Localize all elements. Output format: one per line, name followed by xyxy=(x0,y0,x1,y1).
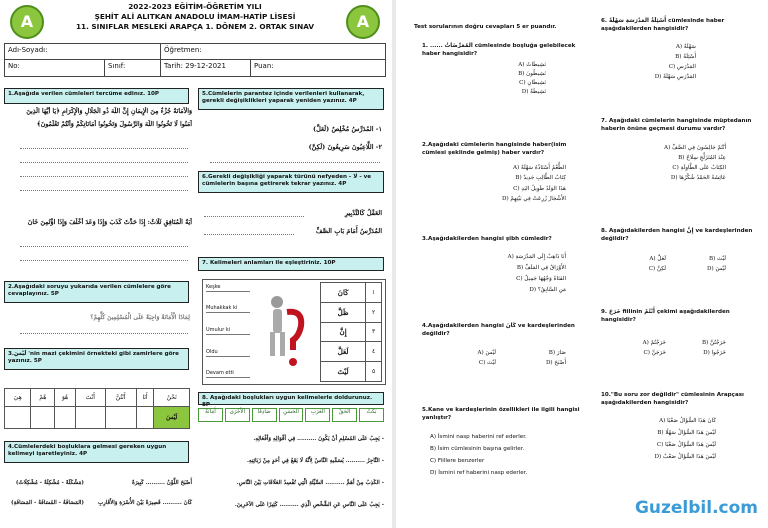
q6-item-1: العَقْلُ كَالتَّدْبِيرِ xyxy=(344,209,382,217)
student-info-grid xyxy=(4,43,386,77)
question-6-title: 6.Gerekli değişikliği yaparak türünü nefyeden - لا - ve cümlelerin başına getirerek tekrar yazınız. 4P xyxy=(198,171,384,193)
right-question-1: 1. ...... المُمَرِّضَاتُ cümlesinde boşluğa gelebilecek haber hangisidir? xyxy=(422,43,576,57)
word-bank xyxy=(198,408,384,422)
pronoun-cell: هِيَ xyxy=(5,389,31,407)
question-mark-icon xyxy=(263,292,307,372)
option-a[interactable]: A) كَانَ هَذَا السُّؤَالُ صَعْبًا xyxy=(659,418,716,424)
question-1-title: 1.Aşağıda verilen cümleleri tercüme edinız. 10P xyxy=(4,88,189,104)
school-logo-right: A xyxy=(346,5,380,39)
site-watermark: Guzelbil.com xyxy=(634,498,758,518)
word-bank-item: أَمَانَةٌ xyxy=(198,408,223,422)
answer-line[interactable] xyxy=(20,333,188,334)
option-b[interactable]: B) عِنْدَ المُتَزَلِّجِ سِلَاحٌ xyxy=(678,155,726,161)
option-d[interactable]: D) خَرَجُوا xyxy=(703,350,726,356)
answer-cell[interactable] xyxy=(55,407,76,429)
q4-sentence-1: أَصْبَحَ اللَّوْنُ .......... كَبِيرَةٌ xyxy=(131,480,192,486)
word-bank-item: صَادِقًا xyxy=(252,408,277,422)
header-year: 2022-2023 EĞİTİM-ÖĞRETİM YILI xyxy=(128,2,262,11)
conjugation-table xyxy=(4,388,190,429)
option-b[interactable]: B) صَارَ xyxy=(548,350,566,356)
answer-line[interactable] xyxy=(20,162,188,163)
class-field[interactable]: Sınıf: xyxy=(105,60,161,77)
option-b[interactable]: B) لَيْتَ xyxy=(709,256,726,262)
exam-header xyxy=(4,2,386,44)
answer-cell[interactable] xyxy=(31,407,55,429)
arabic-word: ظَلَّ xyxy=(321,302,366,322)
option-c[interactable]: C) لَيْتَ xyxy=(478,360,496,366)
right-question-10: 10."Bu soru zor değildir" cümlesinin Arapçası aşağıdakilerden hangisidir? xyxy=(601,392,744,406)
meaning-label: Muhakkak ki xyxy=(206,305,250,313)
answer-line[interactable] xyxy=(20,190,188,191)
option-d[interactable]: D) لَيْسَ xyxy=(707,266,726,272)
row-number: ٤ xyxy=(366,342,382,362)
answer-cell[interactable] xyxy=(76,407,106,429)
answer-cell[interactable] xyxy=(136,407,154,429)
matching-table xyxy=(320,282,382,382)
date-field[interactable]: Tarih: 29-12-2021 xyxy=(161,60,251,77)
pronoun-cell: أَنَا xyxy=(136,389,154,407)
option-b[interactable]: B) الأَوْرَاقُ فِي المَلَفِّ xyxy=(516,265,566,271)
option-d[interactable]: D) لَيْسَ هَذَا السُّؤَالُ صَعْبٌ xyxy=(654,454,716,460)
option-b[interactable]: B) كِتَابُ الطَّالِبِ جَدِيدٌ xyxy=(515,175,566,181)
teacher-field[interactable]: Öğretmen: xyxy=(161,44,386,60)
answer-line[interactable] xyxy=(204,216,304,217)
question-8-title: 8. Aşağıdaki boşlukları uygun kelimelerle doldurunuz. 8P xyxy=(198,392,384,405)
question-2-title: 2.Aşağıdaki soruyu yukarıda verilen cümlelere göre cevaplayınız. 5P xyxy=(4,281,189,303)
option-d[interactable]: D) المَدْرَسِ سَهْلَةٌ xyxy=(654,74,696,80)
answer-line[interactable] xyxy=(204,234,294,235)
question-3-title: 3.لَيْسَ 'nin mazi çekimini örnekteki gibi zamirlere göre yazınız. 5P xyxy=(4,348,189,370)
option-a[interactable]: A) نَشِيطَاتٌ xyxy=(518,62,546,68)
q1-arabic-line-2: آمَنُوا لَا تَخُونُوا اللَّهَ وَالرَّسُولَ وَتَخُونُوا أَمَانَاتِكُمْ وَأَنْتُمْ تَعْلَمُونَ﴾ xyxy=(36,121,192,128)
option-d[interactable]: D) الأَشْجَارُ زُرِعَتْ فِي بَيْتِهِمْ xyxy=(501,196,566,202)
pronoun-cell: أَنْتَ xyxy=(76,389,106,407)
option-d[interactable]: D) مَنِ السَّابِقُ؟ xyxy=(529,287,566,293)
arabic-word: إِنَّ xyxy=(321,322,366,342)
word-bank-item: الأَخْرَى xyxy=(225,408,250,422)
option-a[interactable]: A) لَعَلَّ xyxy=(649,256,666,262)
right-question-7: 7. Aşağıdaki cümlelerin hangisinde müptedanın haberin önüne geçmesi durumu vardır? xyxy=(601,118,752,132)
q8-sentence[interactable]: - يَجِبُ عَلَى المُسْلِمِ أَنْ يَكُونَ .......... فِي أَقْوَالِهِ وَأَفْعَالِهِ. xyxy=(253,436,384,442)
option-d[interactable]: D) نَشِيطَةٌ xyxy=(521,89,546,95)
meaning-label: Keşke xyxy=(206,284,250,292)
q8-sentence[interactable]: - الكَذِبُ مِنْ أَهَمِّ .......... السَّيِّئَةِ الَّتِي تُفْسِدُ العَلَاقَاتِ بَيْنَ النَّاسِ. xyxy=(236,480,384,486)
q1-arabic-line-1: وَالْأَمَانَةُ جُزْءٌ مِنَ الْإِيمَانِ إِنَّ اللَّهَ ذُو الْجَلَالِ وَالْإِكْرَامِ ﴿يَا أَيُّهَا الَّذِينَ xyxy=(26,108,192,115)
q1-arabic-line-3: آيَةُ الْمُنَافِقِ ثَلَاثٌ: إِذَا حَدَّثَ كَذَبَ وَإِذَا وَعَدَ أَخْلَفَ وَإِذَا اؤْتُمِنَ خَانَ xyxy=(27,219,192,226)
q5-item-2: ٢- اللَّاعِبُونَ سَرِيعُونَ (لَكِنَّ) xyxy=(308,143,382,151)
question-4-title: 4.Cümlelerdeki boşluklara gelmesi gereken uygun kelimeyi işaretleyiniz. 4P xyxy=(4,441,189,463)
arabic-word: لَعَلَّ xyxy=(321,342,366,362)
option-c[interactable]: C) هَذَا الوَلَدُ طَوِيلُ اليَدِ xyxy=(513,186,566,192)
meaning-label: Umulur ki xyxy=(206,327,250,335)
right-question-3: 3.Aşağıdakilerden hangisi şibh cümledir? xyxy=(422,236,552,242)
answer-cell[interactable] xyxy=(105,407,136,429)
school-logo-left: A xyxy=(10,5,44,39)
answer-line[interactable] xyxy=(20,148,188,149)
pronoun-cell: هُوَ xyxy=(55,389,76,407)
arabic-word: كَانَ xyxy=(321,283,366,303)
word-bank-item: بَكَتْ xyxy=(359,408,384,422)
option-a[interactable]: A) أَنْتُمْ جَالِسُونَ فِي الصَّفِّ xyxy=(664,145,726,151)
option-b[interactable]: B) İsim cümlesinin başına gelirler. xyxy=(430,446,525,452)
option-c[interactable]: C) الفَتَاةُ وَجْهُهَا جَمِيلٌ xyxy=(516,276,566,282)
q2-arabic-question: لِمَاذَا الْأَمَانَةُ وَاجِبَةٌ عَلَى الْمُسْلِمِينَ كُلِّهِمْ؟ xyxy=(90,314,190,321)
option-b[interactable]: B) لَيْسَ هَذَا السُّؤَالُ سَهْلًا xyxy=(657,430,716,436)
word-bank-item: العَرَبِ xyxy=(305,408,330,422)
right-question-8: 8. Aşağıdakilerden hangisi إِنَّ ve kardeşlerinden değildir? xyxy=(601,228,753,242)
option-d[interactable]: D) عَائِشَةُ الحَمْدُ شُكْرُهَا xyxy=(670,175,726,181)
option-c[interactable]: C) الكِتَابُ عَلَى الطَّاوِلَةِ xyxy=(672,165,726,171)
row-number: ١ xyxy=(366,283,382,303)
right-question-4: 4.Aşağıdakilerden hangisi كَانَ ve kardeşlerinden değildir? xyxy=(422,323,575,337)
option-c[interactable]: C) لَكِنَّ xyxy=(648,266,666,272)
option-d[interactable]: D) İsmini ref haberini nasp ederler. xyxy=(430,470,528,476)
score-field[interactable]: Puan: xyxy=(254,62,274,70)
answer-line[interactable] xyxy=(20,176,188,177)
answer-line[interactable] xyxy=(210,162,380,163)
q4-sentence-2: كَانَ .......... قَصِيرَةٌ بَيْنَ الأُسْرَةِ وَالأَقَارِبِ xyxy=(97,500,192,506)
answer-cell[interactable] xyxy=(5,407,31,429)
option-c[interactable]: C) نَشِيطَانِ xyxy=(519,80,546,86)
option-a[interactable]: A) أَنَا ذَاهِبٌ إِلَى المَدْرَسَةِ xyxy=(507,254,566,260)
option-a[interactable]: A) سَهْلَةٌ xyxy=(675,44,696,50)
option-c[interactable]: C) لَيْسَ هَذَا السُّؤَالُ صَعْبًا xyxy=(656,442,716,448)
option-b[interactable]: B) خَرَجْتُنَّ xyxy=(701,340,726,346)
option-a[interactable]: A) İsmini nasp haberini ref ederler. xyxy=(430,434,527,440)
pronoun-cell: نَحْنُ xyxy=(154,389,190,407)
row-number: ٥ xyxy=(366,362,382,382)
option-a[interactable]: A) خَرَجْتُمْ xyxy=(642,340,666,346)
right-question-2: 2.Aşağıdaki cümlelerin hangisinde haber(isim cümlesi şeklinde gelmiş) haber vardır? xyxy=(422,142,567,156)
exam-page-right xyxy=(396,0,768,528)
option-c[interactable]: C) خَرَجَنَّ xyxy=(643,350,666,356)
row-number: ٢ xyxy=(366,302,382,322)
arabic-word: لَيْتَ xyxy=(321,362,366,382)
option-a[interactable]: A) الطُّعْمُ أَسْتَاذُهُ سَهْلَةٌ xyxy=(512,165,566,171)
answer-line[interactable] xyxy=(20,260,188,261)
pronoun-cell: أَنْتُنَّ xyxy=(105,389,136,407)
q6-item-2: المُدَرِّسُ أَمَامَ بَابِ الصَّفِّ xyxy=(315,227,382,235)
option-d[interactable]: D) أَصْبَحَ xyxy=(545,360,566,366)
test-intro: Test sorularının doğru cevapları 5 er puandır. xyxy=(414,24,557,30)
q4-choice-set-2[interactable]: (المَسَافَةُ - المُسَافَةُ - المَسَافَةِ) xyxy=(10,500,84,506)
q5-item-1: ١- المُدَرِّسُ مُخْلِصٌ (لَعَلَّ) xyxy=(313,125,382,133)
option-a[interactable]: A) لَيْسَ xyxy=(477,350,496,356)
q4-choice-set-1[interactable]: (مَشْكَلَةً - مُشْكِلَةٌ - مُشْكِلَاتٌ) xyxy=(15,480,84,486)
option-b[interactable]: B) نَشِيطُونَ xyxy=(518,71,546,77)
header-school: ŞEHİT ALİ ALITKAN ANADOLU İMAM-HATİP LİSESİ xyxy=(94,12,296,21)
pronoun-cell: هُمْ xyxy=(31,389,55,407)
question-7-title: 7. Kelimeleri anlamları ile eşleştiriniz. 10P xyxy=(198,257,384,271)
word-bank-item: الحَقِّ xyxy=(332,408,357,422)
meaning-label: Oldu xyxy=(206,349,250,357)
option-c[interactable]: C) المَدْرَسِ xyxy=(668,64,696,70)
question-5-title: 5.Cümlelerin parantez içinde verilenleri kullanarak, gerekli değişiklikleri yaparak yeniden yazınız. 4P xyxy=(198,88,384,110)
answer-line[interactable] xyxy=(20,246,188,247)
question-mark-figure xyxy=(254,282,316,382)
number-field[interactable]: No: xyxy=(5,60,105,77)
right-question-5: 5.Kane ve kardeşlerinin özellikleri ile ilgili hangisi yanlıştır? xyxy=(422,407,580,421)
example-cell: لَيْسَ xyxy=(154,407,190,429)
header-exam: 11. SINIFLAR MESLEKİ ARAPÇA 1. DÖNEM 2. ORTAK SINAV xyxy=(75,22,315,31)
right-question-6: 6. أَسْئِلَةُ المَدْرَسَةِ سَهْلَةٌ cümlesinde haber aşağıdakilerden hangisidir? xyxy=(601,18,725,32)
q8-sentence[interactable]: - التَّاجِرُ .......... يُسَمِّيهِ النَّاسُ لِأَنَّهُ لَا يَقَعُ فِي أَحَدٍ مِنْ زَبَائِنِهِ. xyxy=(246,458,384,464)
option-b[interactable]: B) أَسْئِلَةٌ xyxy=(675,54,696,60)
row-number: ٣ xyxy=(366,322,382,342)
name-field[interactable]: Adı-Soyadı: xyxy=(5,44,161,60)
option-c[interactable]: C) Fiillere benzerler xyxy=(430,458,485,464)
q8-sentence[interactable]: - يَجِبُ عَلَى النَّاسِ عَنِ الشَّخْصِ الَّذِي .......... كَثِيرًا عَلَى الآخَرِينَ. xyxy=(234,502,384,508)
meaning-label: Devam etti xyxy=(206,370,250,378)
word-bank-item: الحَسَنِ xyxy=(279,408,304,422)
right-question-9: 9. خَرَجَ fiilinin أَنْتُمْ çekimi aşağıdakilerden hangisidir? xyxy=(601,309,730,323)
